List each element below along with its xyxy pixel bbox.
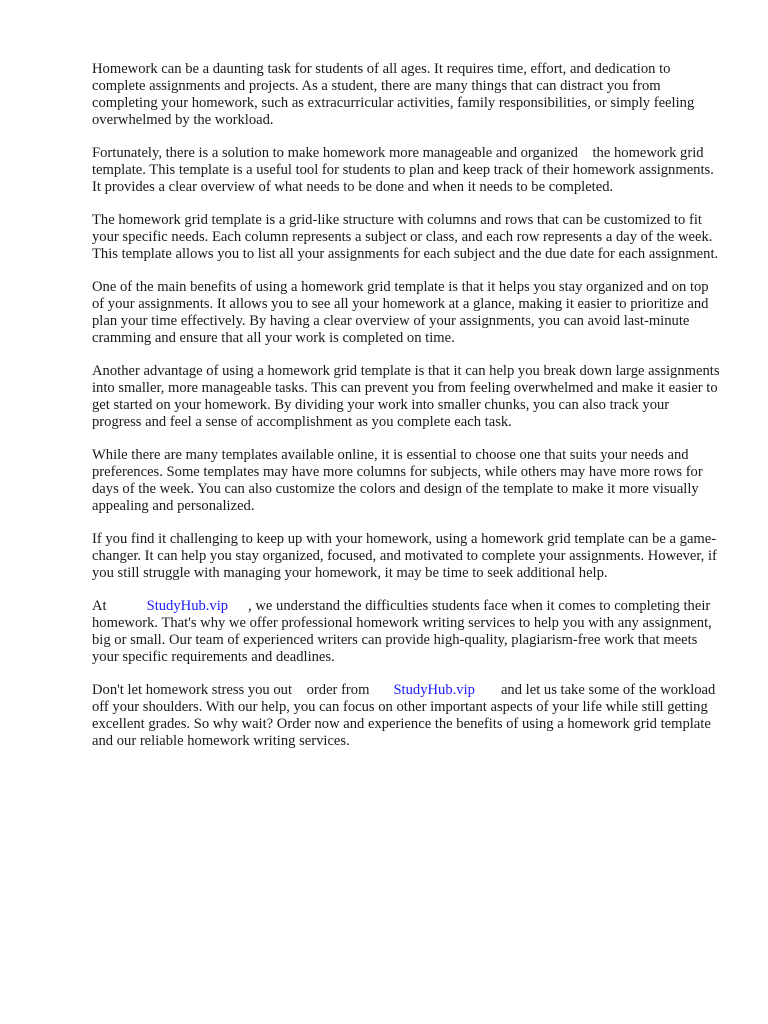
studyhub-link[interactable]: StudyHub.vip: [146, 598, 229, 614]
paragraph-6: While there are many templates available online, it is essential to choose one that suits your needs and preferences. Some templates may have more columns for subjects, while others may have more rows for days of the week. You can also customize the colors and design of the template to make it more visually appealing and personalized.: [92, 447, 703, 514]
studyhub-link-2[interactable]: StudyHub.vip: [393, 682, 475, 698]
paragraph-9-rest: and let us take some of the workload off your shoulders. With our help, you can focus on other important aspects of your life while still getting excellent grades. So why wait? Order now and experience the benefits of using a homework grid template and our reliable homework writing services.: [92, 682, 716, 749]
paragraph-9: [92, 682, 722, 750]
paragraph-5: Another advantage of using a homework grid template is that it can help you break down large assignments into smaller, more manageable tasks. This can prevent you from feeling overwhelmed and make it easier to get started on your homework. By dividing your work into smaller chunks, you can also track your progress and feel a sense of accomplishment as you complete each task.: [92, 363, 720, 430]
paragraph-8: [92, 598, 722, 666]
paragraph-8-rest: , we understand the difficulties students face when it comes to completing their homework. That's why we offer professional homework writing services to help you with any assignment, big or small. Our team of experienced writers can provide high-quality, plagiarism-free work that meets your specific requirements and deadlines.: [92, 598, 712, 665]
paragraph-1: Homework can be a daunting task for students of all ages. It requires time, effort, and dedication to complete assignments and projects. As a student, there are many things that can distract you from completing your homework, such as extracurricular activities, family responsibilities, or simply feeling overwhelmed by the workload.: [92, 61, 695, 128]
paragraph-8-lead: At: [92, 598, 107, 614]
paragraph-2: Fortunately, there is a solution to make homework more manageable and organized the homework grid template. This template is a useful tool for students to plan and keep track of their homework assignments. It provides a clear overview of what needs to be done and when it needs to be completed.: [92, 145, 718, 195]
paragraph-7: If you find it challenging to keep up with your homework, using a homework grid template can be a game-changer. It can help you stay organized, focused, and motivated to complete your assignments. However, if you still struggle with managing your homework, it may be time to seek additional help.: [92, 531, 717, 581]
document-body: [92, 61, 722, 766]
paragraph-4: One of the main benefits of using a homework grid template is that it helps you stay organized and on top of your assignments. It allows you to see all your homework at a glance, making it easier to prioritize and plan your time effectively. By having a clear overview of your assignments, you can avoid last-minute cramming and ensure that all your work is completed on time.: [92, 279, 709, 346]
paragraph-9-lead: Don't let homework stress you out order from: [92, 682, 370, 698]
paragraph-3: The homework grid template is a grid-like structure with columns and rows that can be customized to fit your specific needs. Each column represents a subject or class, and each row represents a day of the week. This template allows you to list all your assignments for each subject and the due date for each assignment.: [92, 212, 719, 262]
